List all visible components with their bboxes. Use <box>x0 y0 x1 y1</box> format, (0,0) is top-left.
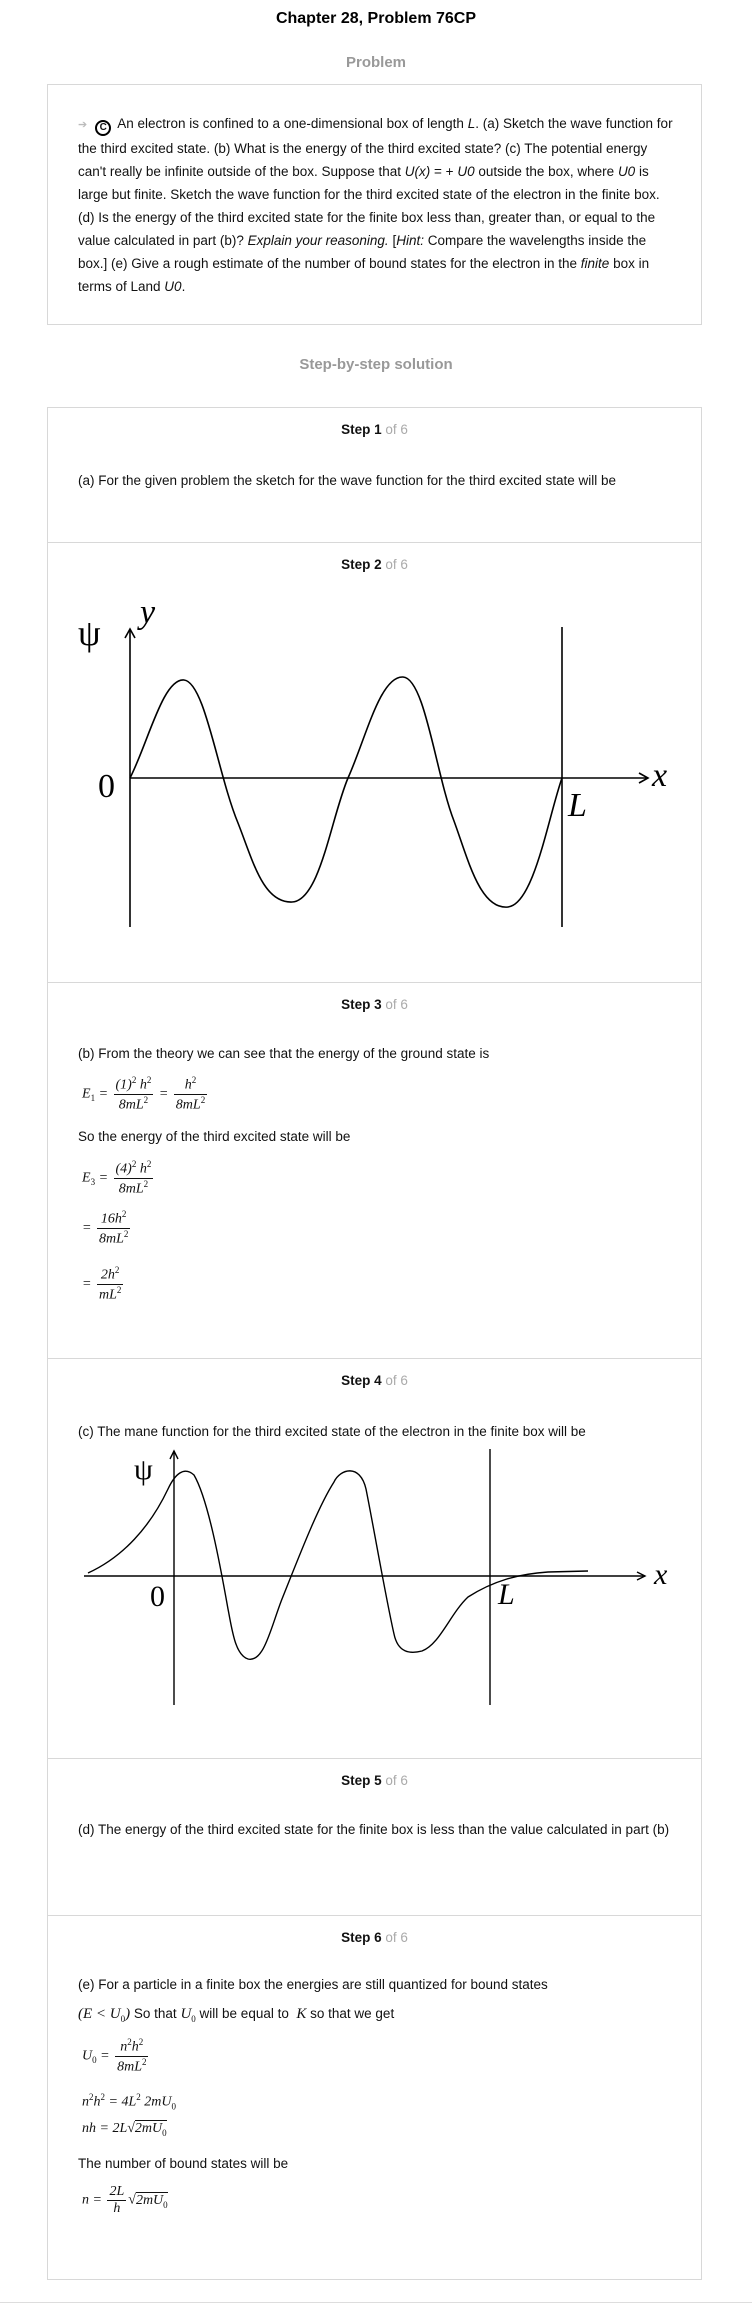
step-4 <box>47 1359 702 1759</box>
psi-label: ψ <box>134 1453 153 1486</box>
step-3-text-1: (b) From the theory we can see that the energy of the ground state is <box>78 1046 490 1061</box>
page-title: Chapter 28, Problem 76CP <box>275 10 477 27</box>
step-4-header: Step 4 of 6 <box>341 1373 408 1388</box>
step-1-header: Step 1 of 6 <box>341 422 408 437</box>
step-2 <box>47 543 702 983</box>
step-2-header: Step 2 of 6 <box>341 557 408 572</box>
step-6 <box>47 1916 702 2280</box>
third-excited-energy-eq-2: = $\frac{16h^2}{8mL^2}$ <box>82 1209 129 1247</box>
step-5 <box>47 1759 702 1916</box>
finite-well-wavefunction-graph <box>48 1359 703 1759</box>
third-excited-energy-eq-1: $E_3$ = $\frac{(4)^2 h^2}{8mL^2}$ <box>82 1159 152 1197</box>
psi-label: ψ <box>78 613 101 653</box>
ground-state-energy-equation: $E_1$ = $\frac{(1)^2 h^2}{8mL^2}$ = $\frac{h^2}{8mL^2}$ <box>82 1075 206 1113</box>
x-axis-label: x <box>652 757 668 794</box>
origin-label: 0 <box>150 1580 165 1613</box>
y-axis-label: y <box>140 594 156 631</box>
origin-label: 0 <box>98 768 115 805</box>
step-5-header: Step 5 of 6 <box>341 1773 408 1788</box>
step-1-text: (a) For the given problem the sketch for the wave function for the third excited state will be <box>78 473 617 488</box>
step-3-text-2: So the energy of the third excited state will be <box>78 1129 351 1144</box>
n2h2-equation: $n^2h^2 = 4L^2$ $2mU_0$ <box>82 2092 176 2112</box>
step-5-text: (d) The energy of the third excited state for the finite box is less than the value calculated in part (b) <box>78 1822 670 1837</box>
problem-box <box>47 84 702 325</box>
solution-heading: Step-by-step solution <box>299 356 453 373</box>
step-6-text-1: (e) For a particle in a finite box the energies are still quantized for bound states <box>78 1977 548 1992</box>
step-6-text-2: $(E < U_0)$ So that $U_0$ will be equal to K so that we get <box>78 2006 395 2024</box>
infinite-well-wavefunction-graph <box>48 543 703 983</box>
L-label: L <box>498 1578 515 1611</box>
step-3 <box>47 983 702 1359</box>
L-label: L <box>568 787 587 824</box>
step-4-text: (c) The mane function for the third excited state of the electron in the finite box will be <box>78 1424 586 1439</box>
step-3-header: Step 3 of 6 <box>341 997 408 1012</box>
bound-states-equation: n = $\frac{2L}{h}$ $√2mU_0$ <box>82 2184 168 2216</box>
step-6-header: Step 6 of 6 <box>341 1930 408 1945</box>
step-6-text-3: The number of bound states will be <box>78 2156 289 2171</box>
problem-heading: Problem <box>345 54 406 71</box>
nh-equation: nh = $2L√2mU_0$ <box>82 2121 167 2138</box>
problem-text: ➔ C An electron is confined to a one-dimensional box of length L. (a) Sketch the wave function for the third excited state. (b) What is the energy of the third excited state? (c) The potential energy can't really be infinite outside of the box. Suppose that U(x) = + U0 outside the box, where U0 is large but finite. Sketch the wave function for the third excited state of the electron in the finite box. (d) Is the energy of the third excited state for the finite box less than, greater than, or equal to the value calculated in part (b)? Explain your reasoning. [Hint: Compare the wavelengths inside the box.] (e) Give a rough estimate of the number of bound states for the electron in the finite box in terms of Land U0. <box>78 116 673 294</box>
page-bottom-divider <box>0 2302 752 2308</box>
step-1 <box>47 407 702 543</box>
third-excited-energy-eq-3: = $\frac{2h^2}{mL^2}$ <box>82 1265 122 1303</box>
x-axis-label: x <box>654 1558 668 1591</box>
u0-equation: $U_0$ = $\frac{n^2h^2}{8mL^2}$ <box>82 2037 147 2075</box>
c-circle-icon: C <box>95 120 111 136</box>
arrow-icon: ➔ <box>78 119 88 131</box>
